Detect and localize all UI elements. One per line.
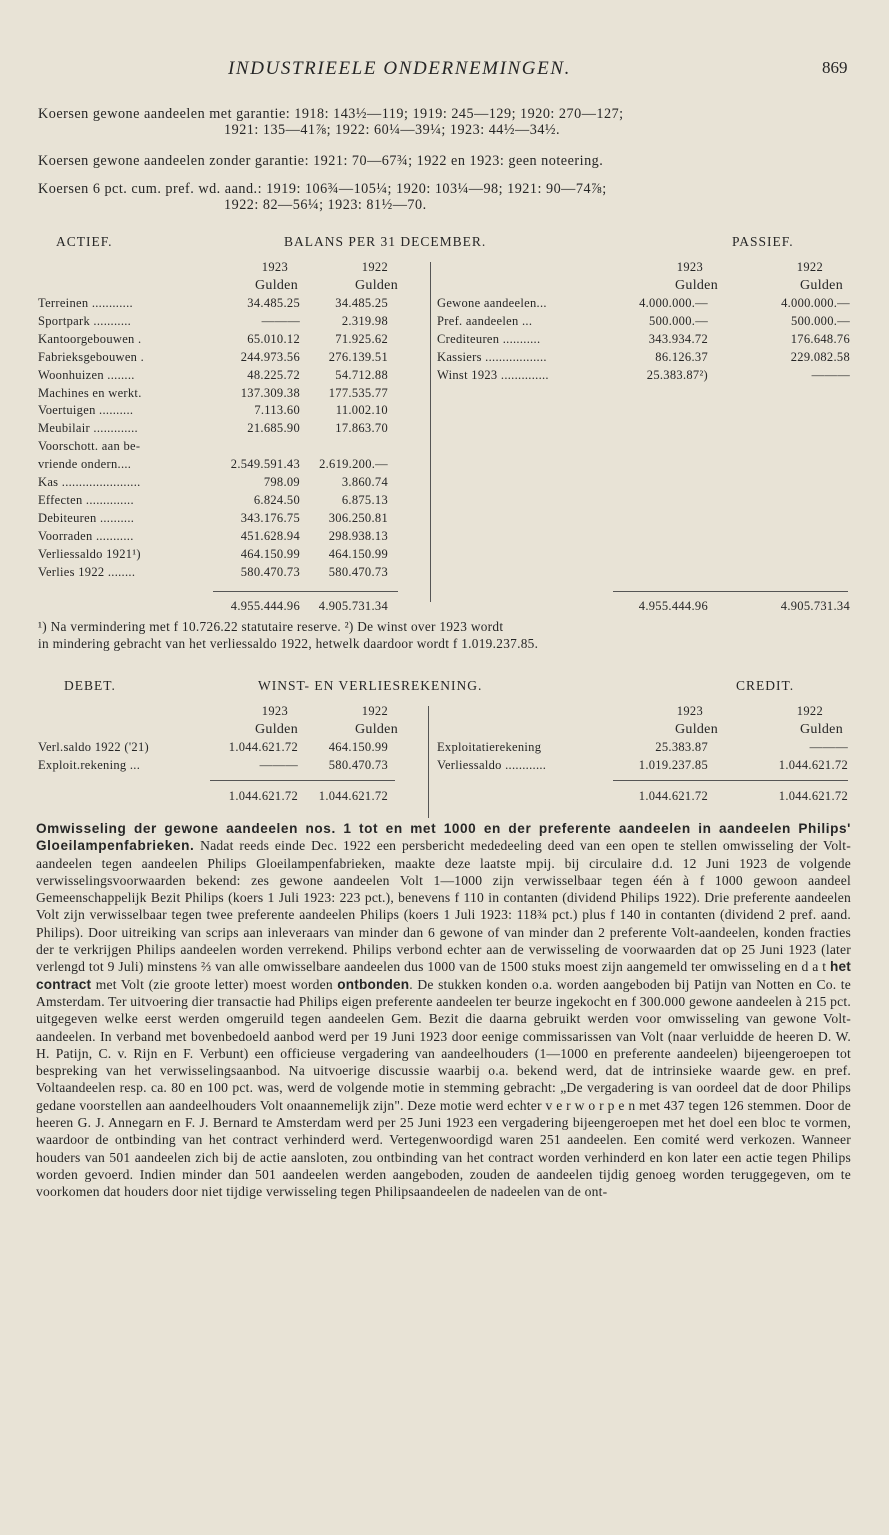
actief-caption: ACTIEF. <box>56 234 113 249</box>
row-label: Meubilair ............. <box>38 421 138 436</box>
row-value-1923: 343.934.72 <box>648 331 708 346</box>
article-heading: Omwisseling der gewone aandeelen nos. 1 tot en met 1000 en der preferente aandeelen in aandeelen Philips' Gloeilampenfabrieken. <box>36 821 851 854</box>
row-label: Verliessaldo 1921¹) <box>38 546 141 561</box>
row-value-1922: 54.712.88 <box>335 367 388 382</box>
row-value-1922: 17.863.70 <box>335 421 388 436</box>
row-label: Gewone aandeelen... <box>437 296 547 310</box>
row-value-1923: 343.176.75 <box>240 510 300 525</box>
passief-total-b: 4.905.731.34 <box>780 599 850 613</box>
credit-total-a: 1.044.621.72 <box>638 789 708 803</box>
row-value-1922: 34.485.25 <box>335 296 388 310</box>
row-label: Voertuigen .......... <box>38 403 134 418</box>
pl-divider <box>428 706 429 818</box>
row-value-1923: 65.010.12 <box>247 331 300 346</box>
row-label: Crediteuren ........... <box>437 331 541 346</box>
row-value-1922: 229.082.58 <box>790 349 850 364</box>
row-value-1922: 1.044.621.72 <box>778 757 848 772</box>
row-label: Verlies 1922 ........ <box>38 564 136 579</box>
actief-unit-a: Gulden <box>254 278 298 293</box>
credit-caption: CREDIT. <box>736 678 795 693</box>
page-title: INDUSTRIEELE ONDERNEMINGEN. <box>228 58 571 79</box>
row-value-1923: 34.485.25 <box>247 296 300 310</box>
row-label: Voorraden ........... <box>38 528 134 543</box>
debet-unit-a: Gulden <box>254 722 298 737</box>
passief-unit-b: Gulden <box>799 278 843 293</box>
page-number: 869 <box>822 58 848 77</box>
row-label: Fabrieksgebouwen . <box>38 349 145 364</box>
debet-year-a: 1923 <box>261 704 288 718</box>
actief-total-rule <box>213 591 398 592</box>
debet-caption: DEBET. <box>64 678 116 693</box>
credit-unit-b: Gulden <box>799 722 843 737</box>
balance-footnote: ¹) Na vermindering met f 10.726.22 statutaire reserve. ²) De winst over 1923 wordt in mindering gebracht van het verliessaldo 1922, hetwelk daardoor wordt f 1.019.237.85. <box>38 619 539 651</box>
row-value-1923: 464.150.99 <box>240 546 300 561</box>
credit-year-b: 1922 <box>796 704 823 718</box>
row-label: Verliessaldo ............ <box>437 757 547 772</box>
koersen-line-garantie: Koersen gewone aandeelen met garantie: 1918: 143½—119; 1919: 245—129; 1920: 270—127; 1921: 135—41⅞; 1922: 60¼—39¼; 1923: 44½—34½. <box>38 106 624 138</box>
row-label: Kassiers .................. <box>437 349 547 364</box>
actief-total-b: 4.905.731.34 <box>318 599 388 613</box>
row-label: Winst 1923 .............. <box>437 367 549 382</box>
row-value-1922: 3.860.74 <box>341 475 388 489</box>
row-value-1923: 451.628.94 <box>240 528 300 543</box>
row-value-1923: 1.019.237.85 <box>638 757 708 772</box>
debet-unit-b: Gulden <box>354 722 398 737</box>
row-value-1922: 176.648.76 <box>790 331 850 346</box>
row-value-1922: 71.925.62 <box>335 331 388 346</box>
row-value-1922: 500.000.— <box>791 313 850 328</box>
koersen-line-pref: Koersen 6 pct. cum. pref. wd. aand.: 1919: 106¾—105¼; 1920: 103¼—98; 1921: 90—74⅞; 1922: 82—56¼; 1923: 81½—70. <box>38 181 607 213</box>
row-value-1923: 244.973.56 <box>240 349 300 364</box>
row-value-1922: ——— <box>811 367 850 382</box>
credit-total-rule <box>613 780 848 781</box>
row-label: Debiteuren .......... <box>38 510 135 525</box>
credit-year-a: 1923 <box>676 704 703 718</box>
credit-total-b: 1.044.621.72 <box>778 789 848 803</box>
actief-total-a: 4.955.444.96 <box>230 599 300 613</box>
row-value-1922: 580.470.73 <box>328 564 388 579</box>
row-value-1922: 11.002.10 <box>335 403 388 418</box>
row-label: Woonhuizen ........ <box>38 367 135 382</box>
passief-year-b: 1922 <box>796 260 823 274</box>
row-label: Kantoorgebouwen . <box>38 331 142 346</box>
row-label: Exploitatierekening <box>437 740 542 754</box>
row-value-1922: 580.470.73 <box>328 757 388 772</box>
actief-year-a: 1923 <box>261 260 288 274</box>
actief-unit-b: Gulden <box>354 278 398 293</box>
row-value-1923: 48.225.72 <box>247 367 300 382</box>
row-value-1922: 298.938.13 <box>328 528 388 543</box>
credit-unit-a: Gulden <box>674 722 718 737</box>
row-value-1923: 21.685.90 <box>247 421 300 436</box>
article-paragraph: Omwisseling der gewone aandeelen nos. 1 tot en met 1000 en der preferente aandeelen in aandeelen Philips' Gloeilampenfabrieken. Nadat reeds einde Dec. 1922 een persbericht mededeeling deed van een open te stellen omwisseling der Volt-aandeelen tegen aandeelen Philips Gloeilampenfabrieken, maakte deze laatste mpij. bij circulaire d.d. 12 Juni 1923 de volgende verwisselingsvoorwaarden bekend: zes gewone aandeelen Volt 1—1000 zijn verwisselbaar tegen één à f 1000 gewoon aandeel Gemeenschappelijk Bezit Philips (koers 1 Juli 1923: 223 pct.), benevens f 110 in contanten (dividend Philips 1922). Drie preferente aandeelen Volt zijn verwisselbaar tegen twee preferente aandeelen Philips (koers 1 Juli 1923: 118¾ pct.) plus f 140 in contanten (dividend 2 pref. aand. Philips). Door uitreiking van scrips aan inleveraars van minder dan 6 gewone of van minder dan 2 preferente Volt-aandeelen, konden fracties der te verkrijgen Philips aandeelen worden verrekend. Philips verbond echter aan de verwisseling de voorwaarden dat op 25 Juni 1923 (later verlengd tot 9 Juli) minstens ⅔ van alle omwisselbare aandeelen dus 1000 van de 1500 stuks moest zijn aangemeld ter omwisseling en d a t het contract met Volt (zie groote letter) moest worden ontbonden. De stukken konden o.a. worden aangeboden bij Patijn van Notten en Co. te Amsterdam. Ter uitvoering dier transactie had Philips eigen preferente aandeelen ter beurze ingekocht en f 300.000 gewone aandeelen à 215 pct. uitgegeven welke eerst werden omgeruild tegen aandeelen Gem. Bezit die daarna gebruikt werden voor omwisseling van gewone Volt-aandeelen. In verband met bovenbedoeld aanbod werd per 19 Juni 1923 door eenige commissarissen van Volt (naar verluidde de heeren D. W. H. Patijn, C. v. Rijn en F. Verbunt) een officieuse vergadering van aandeelhouders (1—1000 en preferente aandeelen) bijeengeroepen tot bespreking van het verwisselingsaanbod. Na uitvoerige discussie waarbij o.a. bekend werd, dat de intrinsieke waarde gew. en pref. Voltaandeelen resp. ca. 80 en 100 pct. was, werd de volgende motie in stemming gebracht: „De vergadering is van oordeel dat de door Philips gedane voorstellen aan aandeelhouders Volt onaannemelijk zijn". Deze motie werd echter v e r w o r p e n met 437 tegen 126 stemmen. Door de heeren G. J. Annegarn en F. J. Bernard te Amsterdam werd per 25 Juni 1923 een vergadering bijeengeroepen met het doel een bloc te vormen, waardoor de ontbinding van het contract verhinderd werd. Vertegenwoordigd waren 251 aandeelen. Een comité werd verkozen. Wanneer houders van 501 aandeelen zich bij de actie aansloten, zou ontbinding van het contract worden verhinderd en kon later een actie tegen Philips worden gevoerd. Indien minder dan 501 aandeelen werden aangeboden, zouden de aandeelen tijdig genoeg worden teruggegeven, om te voorkomen dat houders door niet tijdige verwisseling tegen Philipsaandeelen de nadeelen van de ont- <box>36 821 851 1200</box>
passief-year-a: 1923 <box>676 260 703 274</box>
row-value-1923: 4.000.000.— <box>639 296 708 310</box>
bold-phrase-contract: het contract <box>36 959 851 992</box>
row-label: Verl.saldo 1922 ('21) <box>38 740 149 754</box>
passief-unit-a: Gulden <box>674 278 718 293</box>
balance-title: BALANS PER 31 DECEMBER. <box>284 234 487 249</box>
row-label: Voorschott. aan be- <box>38 439 141 454</box>
bold-phrase-ontbonden: ontbonden <box>337 976 410 992</box>
actief-year-b: 1922 <box>361 260 388 274</box>
row-value-1922: 464.150.99 <box>328 546 388 561</box>
row-value-1922: 306.250.81 <box>328 510 388 525</box>
row-value-1923: 6.824.50 <box>253 492 300 507</box>
row-label: Sportpark ........... <box>38 313 132 328</box>
row-value-1922: 464.150.99 <box>328 740 388 754</box>
row-value-1923: 580.470.73 <box>240 564 300 579</box>
debet-total-b: 1.044.621.72 <box>318 789 388 803</box>
row-label: Exploit.rekening ... <box>38 757 141 772</box>
row-value-1923: ——— <box>259 757 298 772</box>
row-value-1922: 2.319.98 <box>341 313 388 328</box>
koersen-line-zonder-garantie: Koersen gewone aandeelen zonder garantie: 1921: 70—67¾; 1922 en 1923: geen noteering. <box>38 153 604 169</box>
row-value-1923: 2.549.591.43 <box>230 457 300 472</box>
debet-total-a: 1.044.621.72 <box>228 789 298 803</box>
row-value-1923: 137.309.38 <box>240 385 300 400</box>
passief-total-rule <box>613 591 848 592</box>
row-value-1923: 798.09 <box>263 475 300 489</box>
row-value-1923: 25.383.87 <box>655 740 708 754</box>
debet-total-rule <box>210 780 395 781</box>
passief-total-a: 4.955.444.96 <box>638 599 708 613</box>
row-value-1923: 25.383.87²) <box>646 367 708 382</box>
row-label: Machines en werkt. <box>38 385 142 400</box>
row-value-1923: 1.044.621.72 <box>228 740 298 754</box>
row-label: Pref. aandeelen ... <box>437 313 533 328</box>
row-value-1922: 177.535.77 <box>328 385 388 400</box>
row-value-1922: ——— <box>809 740 848 754</box>
debet-year-b: 1922 <box>361 704 388 718</box>
row-value-1922: 4.000.000.— <box>781 296 850 310</box>
pl-title: WINST- EN VERLIESREKENING. <box>258 678 483 693</box>
row-value-1923: 7.113.60 <box>254 403 300 418</box>
row-value-1923: ——— <box>261 313 300 328</box>
row-value-1922: 2.619.200.— <box>319 457 388 472</box>
row-value-1923: 86.126.37 <box>655 349 708 364</box>
row-label: Kas ....................... <box>38 475 141 489</box>
passief-caption: PASSIEF. <box>732 234 794 249</box>
row-label: Terreinen ............ <box>38 296 133 310</box>
row-value-1922: 276.139.51 <box>328 349 388 364</box>
row-label: Effecten .............. <box>38 492 134 507</box>
running-header <box>0 58 889 82</box>
balance-divider <box>430 262 431 602</box>
row-value-1923: 500.000.— <box>649 313 708 328</box>
row-label: vriende ondern.... <box>38 457 132 472</box>
row-value-1922: 6.875.13 <box>341 492 388 507</box>
